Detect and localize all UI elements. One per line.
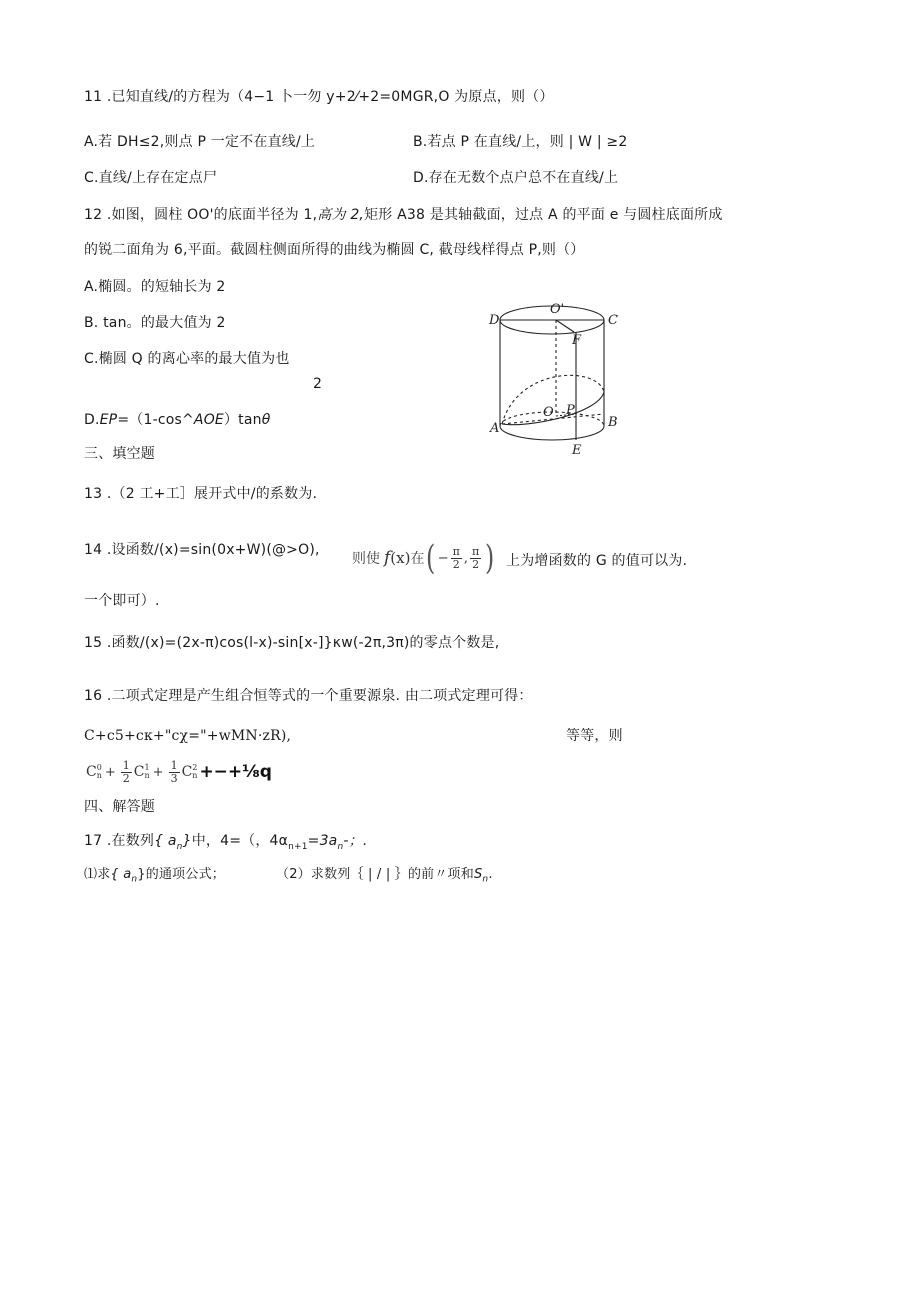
q15-stem: 15 .函数/(x)=(2x-π)cos(l-x)-sin[x-]}κw(-2π,3π)的零点个数是, — [84, 635, 500, 651]
q12-option-d-aoe: AOE — [193, 412, 224, 428]
q17-part-2: （2）求数列｛ | / | ｝的前〃项和$S_n$. — [276, 867, 493, 885]
q16-identity: C+c5+cκ+"cχ="+wMN·zR), — [84, 728, 292, 744]
q11-stem: 11 .已知直线/的方程为（4−1 卜一勿 y+2⁄+2=0MGR,O 为原点，则（） — [84, 89, 554, 105]
bottom-ellipse-front — [500, 426, 604, 440]
q14-left-paren: ( — [426, 538, 436, 578]
q12-stem-line1 — [84, 206, 723, 224]
q12-option-c-denominator: 2 — [313, 376, 323, 392]
q14-img-pre: 则使 — [352, 551, 380, 567]
section-3-heading: 三、填空题 — [84, 446, 155, 462]
label-f: F — [572, 333, 582, 348]
q14-frac-2: $\frac{\pi}{2}$ — [472, 544, 480, 571]
q12-option-d-tan: ）tan — [223, 412, 262, 428]
q12-stem-italic: 高为 2, — [317, 207, 365, 223]
q13-stem: 13 .（2 工+工］展开式中/的系数为. — [84, 486, 318, 502]
q14-stem: 14 .设函数/(x)=sin(0x+W)(@>O), — [84, 542, 320, 558]
q12-option-d — [84, 411, 270, 429]
q16-frac-half: $\frac{1}{2}$ — [122, 758, 130, 785]
cylinder-figure — [488, 296, 628, 458]
q11-option-a: A.若 DH≤2,则点 P 一定不在直线/上 — [84, 134, 316, 150]
label-a: A — [490, 421, 500, 436]
q14-img-f: f — [384, 548, 391, 568]
q17-stem: 17 .在数列{ $a_n$}中，4=（，$4\alpha_{n+1}=3a_n-$；. — [84, 833, 368, 852]
q14-tail: 上为增函数的 G 的值可以为. — [506, 553, 688, 569]
label-e: E — [572, 443, 582, 458]
q16-etc: 等等，则 — [566, 728, 623, 744]
q12-option-d-theta: θ — [261, 412, 271, 428]
label-p: P — [566, 403, 575, 418]
q11-option-c: C.直线/上存在定点尸 — [84, 170, 218, 186]
label-b: B — [608, 415, 618, 430]
q11-option-b: B.若点 P 在直线/上，则 | W | ≥2 — [413, 134, 628, 150]
q11-option-d: D.存在无数个点户总不在直线/上 — [413, 170, 619, 186]
q17-sequence: { a — [154, 833, 177, 849]
section-4-heading: 四、解答题 — [84, 799, 155, 815]
q12-option-a: A.椭圆。的短轴长为 2 — [84, 279, 226, 295]
q14-img-in: 在 — [410, 551, 425, 567]
label-d: D — [489, 313, 500, 328]
label-o: O — [543, 405, 554, 420]
q14-img-x: (x) — [390, 549, 411, 567]
q12-option-d-prefix: D. — [84, 412, 100, 428]
q12-option-d-mid: =（1-cos^ — [117, 412, 194, 428]
q12-stem-pre: 12 .如图，圆柱 OO'的底面半径为 1, — [84, 207, 318, 223]
q16-sum-expression: C 0 n + $\frac{1}{2}$ C 1 n + $\frac{1}{3}$ C 2 n +−+⅛q — [86, 758, 272, 785]
label-c: C — [608, 313, 618, 328]
q16-stem: 16 .二项式定理是产生组合恒等式的一个重要源泉. 由二项式定理可得： — [84, 688, 533, 704]
q17-part-1: ⑴求{ $a_n$}的通项公式； — [84, 867, 225, 885]
q12-stem-post: 矩形 A38 是其轴截面，过点 A 的平面 e 与圆柱底面所成 — [364, 207, 723, 223]
q14-frac-1: $\frac{\pi}{2}$ — [452, 544, 460, 571]
q12-option-d-ep: EP — [99, 412, 118, 428]
q12-option-b: B. tan。的最大值为 2 — [84, 315, 226, 331]
q16-frac-third: $\frac{1}{3}$ — [170, 758, 178, 785]
q14-formula-image: 则使 f (x) 在 ( − $\frac{\pi}{2}$ , $\frac{\pi}{2}$ ) — [352, 538, 495, 578]
segment-o-prime-f — [556, 320, 574, 332]
q14-right-paren: ) — [485, 538, 495, 578]
q12-option-c: C.椭圆 Q 的离心率的最大值为也 — [84, 351, 290, 367]
q12-stem-line2: 的锐二面角为 6,平面。截圆柱侧面所得的曲线为椭圆 C, 截母线样得点 P,则（） — [84, 242, 585, 258]
label-o-prime: O' — [550, 302, 565, 317]
q14-continuation: 一个即可）. — [84, 593, 160, 609]
q16-tail: +−+⅛q — [199, 762, 272, 782]
